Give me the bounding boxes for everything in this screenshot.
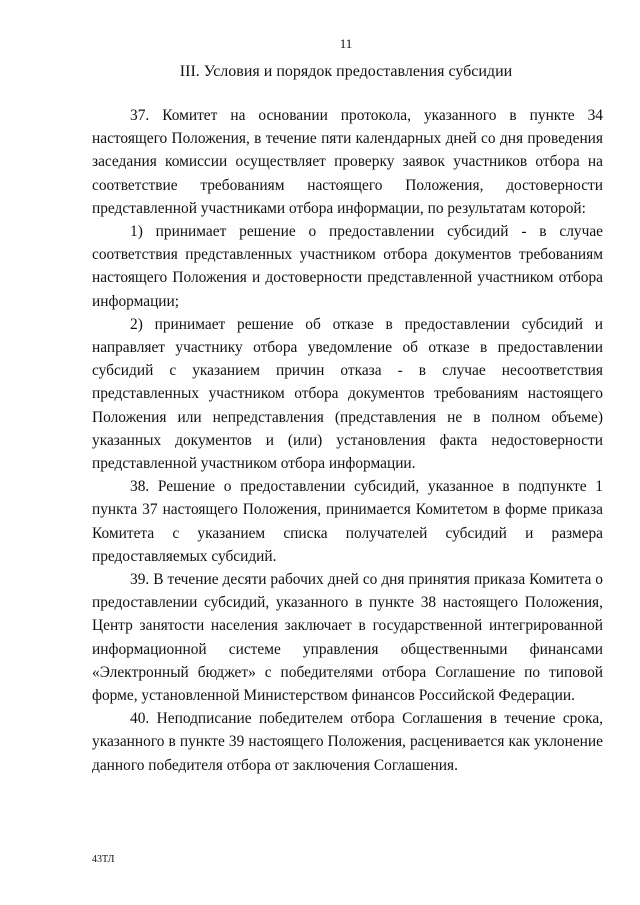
paragraph-40: 40. Неподписание победителем отбора Соглашения в течение срока, указанного в пункте 39 настоящего Положения, расценивается как уклонение данного победителя отбора от заключения Соглашения. <box>92 710 603 774</box>
page-number: 11 <box>339 36 353 51</box>
document-body <box>92 104 603 777</box>
document-code: 43ТЛ <box>92 854 115 865</box>
paragraph-37-item-1: 1) принимает решение о предоставлении субсидий - в случае соответствия представленных участником отбора документов требованиям настоящего Положения и достоверности представленной участником отбора информации; <box>92 223 603 310</box>
paragraph-37-item-2: 2) принимает решение об отказе в предоставлении субсидий и направляет участнику отбора уведомление об отказе в предоставлении субсидий с указанием причин отказа - в случае несоответствия представленных участником отбора документов требованиям настоящего Положения или непредставления (представления не в полном объеме) указанных документов и (или) установления факта недостоверности представленной участником отбора информации. <box>92 315 603 473</box>
paragraph-39: 39. В течение десяти рабочих дней со дня принятия приказа Комитета о предоставлении субсидий, указанного в пункте 38 настоящего Положения, Центр занятости населения заключает в государственной интегрированной информационной системе управления общественными финансами «Электронный бюджет» с победителями отбора Соглашение по типовой форме, установленной Министерством финансов Российской Федерации. <box>92 571 603 705</box>
paragraph-37: 37. Комитет на основании протокола, указанного в пункте 34 настоящего Положения, в течение пяти календарных дней со дня проведения заседания комиссии осуществляет проверку заявок участников отбора на соответствие требованиям настоящего Положения, достоверности представленной участниками отбора информации, по результатам которой: <box>92 107 603 217</box>
paragraph-38: 38. Решение о предоставлении субсидий, указанное в подпункте 1 пункта 37 настоящего Положения, принимается Комитетом в форме приказа Комитета с указанием списка получателей субсидий и размера предоставляемых субсидий. <box>92 478 603 565</box>
section-title: III. Условия и порядок предоставления субсидии <box>179 63 513 80</box>
